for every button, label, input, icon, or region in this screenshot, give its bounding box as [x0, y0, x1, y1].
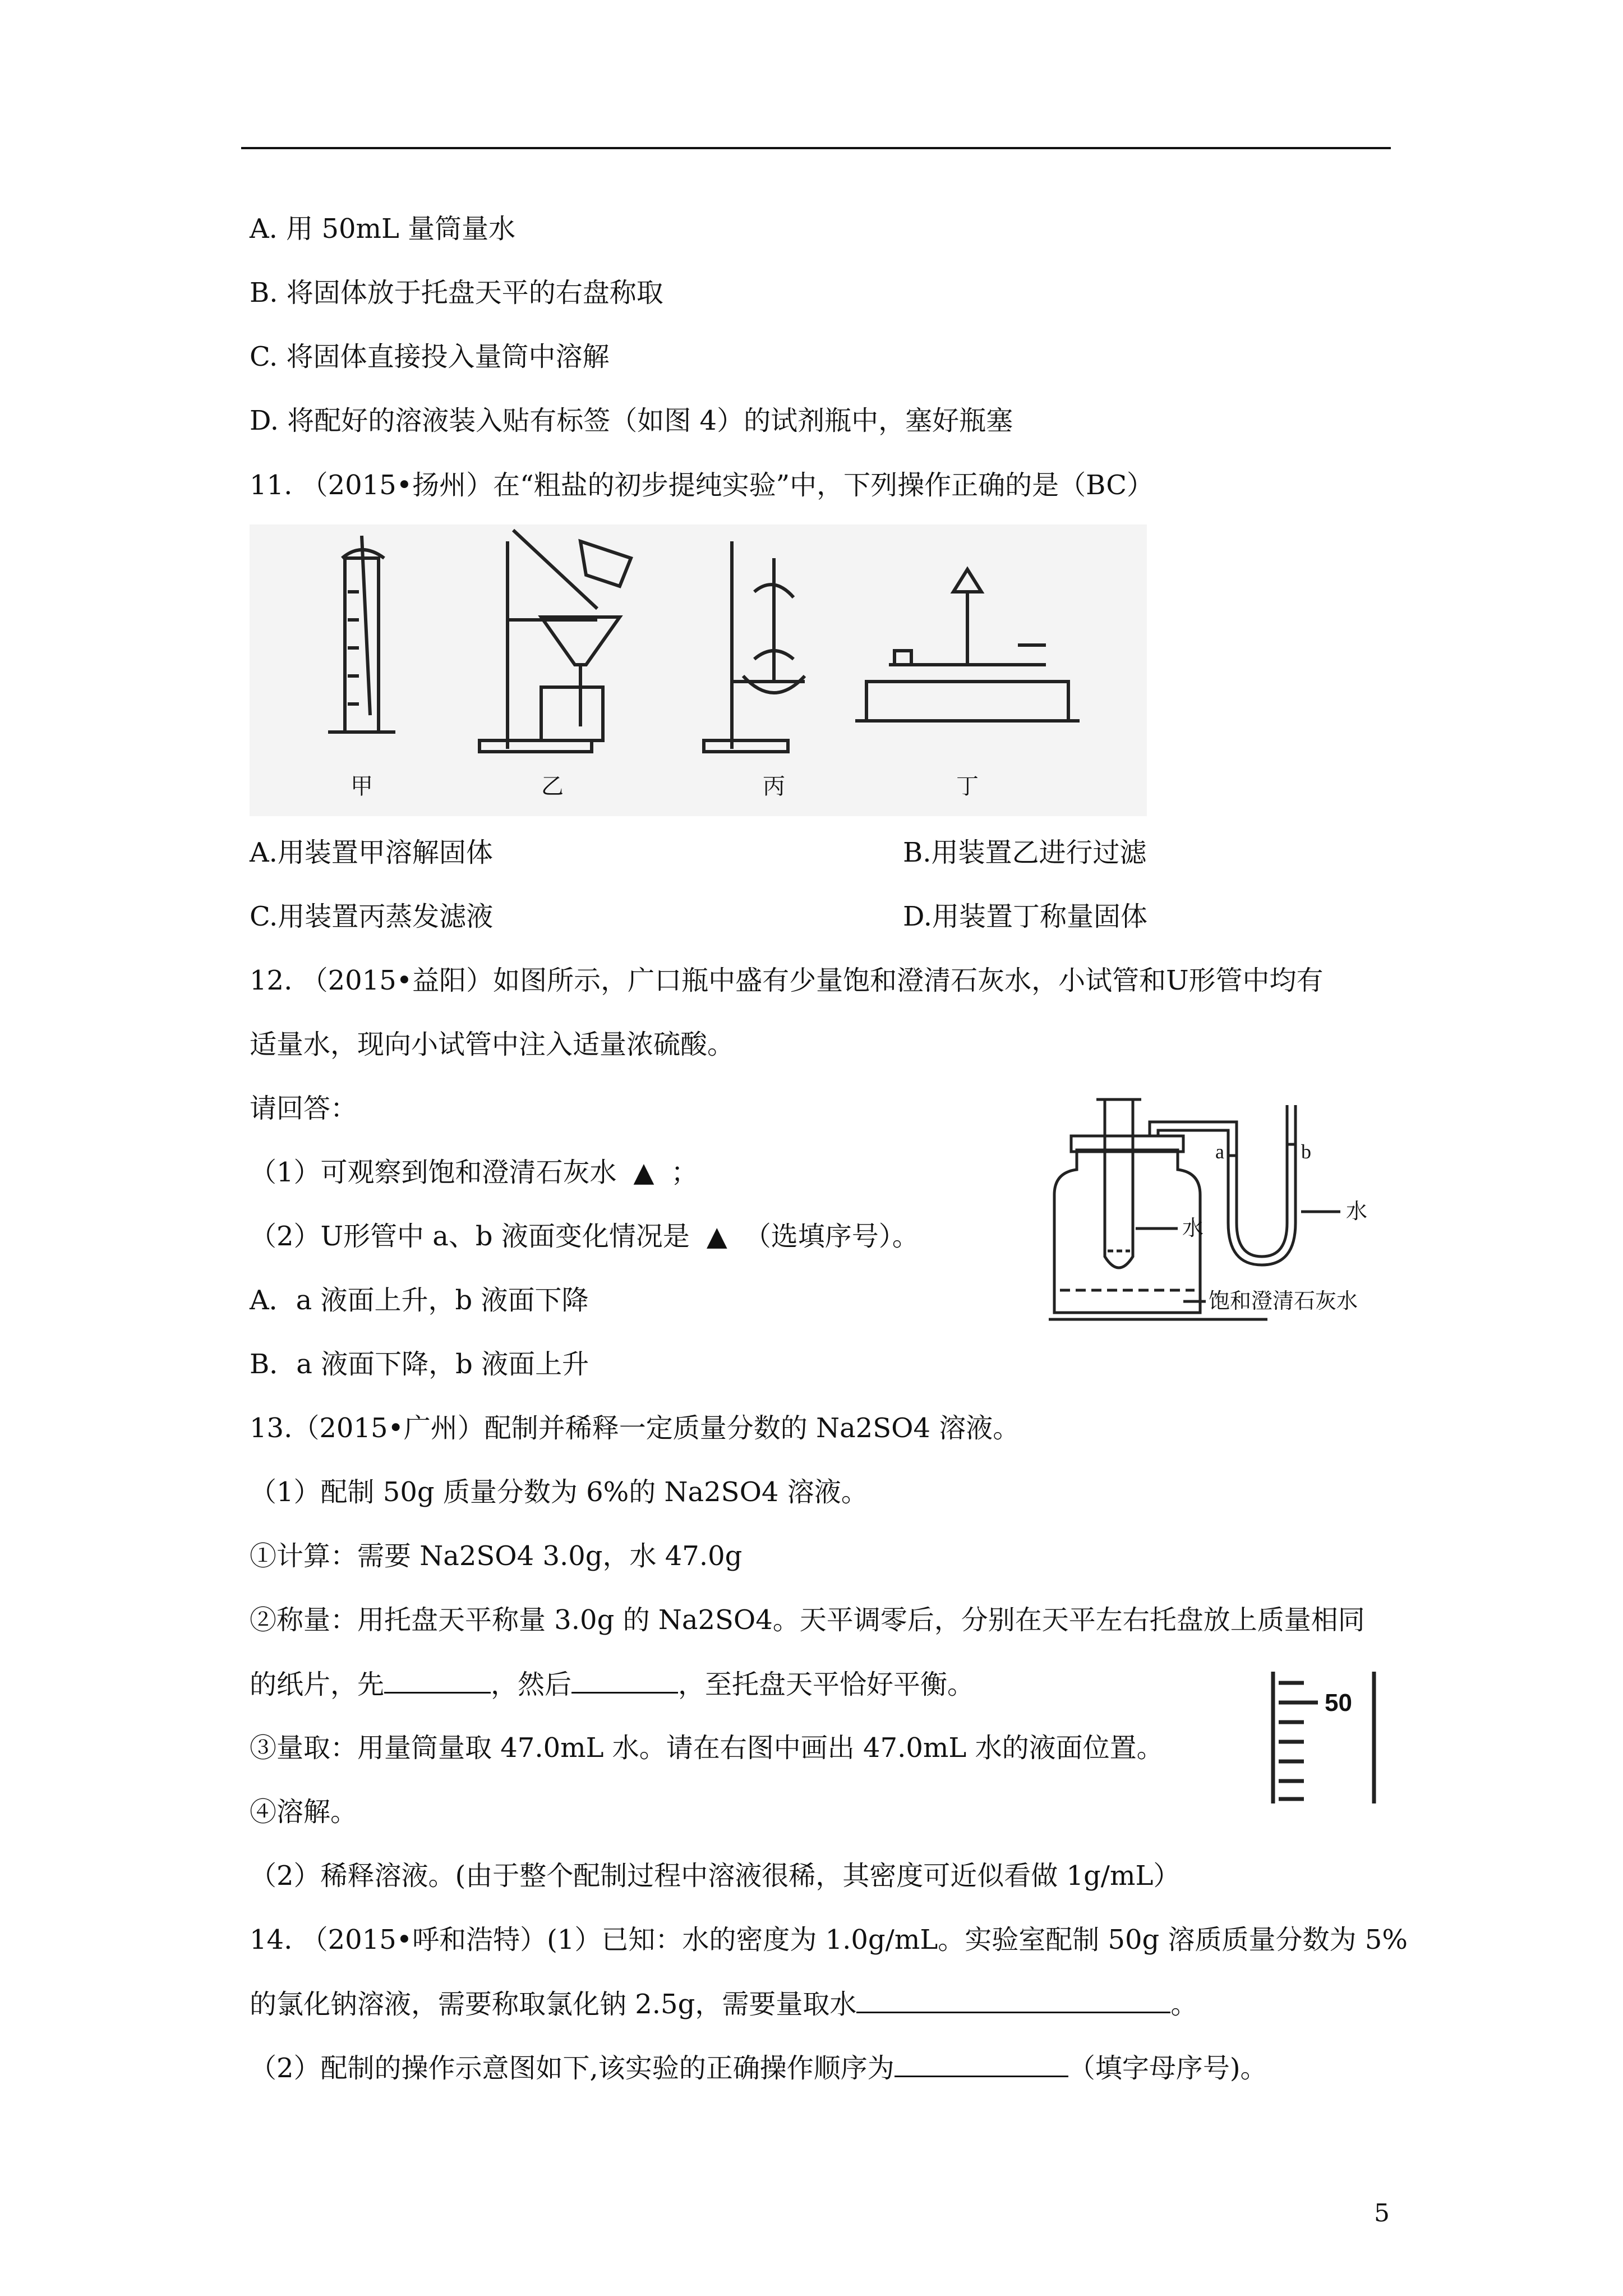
q13-part2: （2）稀释溶液。(由于整个配制过程中溶液很稀，其密度可近似看做 1g/mL）: [250, 1860, 1181, 1892]
measuring-cylinder-figure[interactable]: [1262, 1669, 1391, 1806]
q12-option-b: B．a 液面下降，b 液面上升: [250, 1349, 589, 1380]
u-tube-label-a: a: [1215, 1140, 1224, 1163]
q13-step2-text-c: ，至托盘天平恰好平衡。: [678, 1669, 975, 1700]
answer-blank-then[interactable]: [571, 1667, 678, 1694]
q12-part2-prefix: （2）U形管中 a、b 液面变化情况是: [250, 1221, 690, 1252]
q12-part2-suffix: （选填序号）。: [744, 1221, 919, 1252]
q12-part2: [250, 1220, 919, 1253]
q12-option-a: A．a 液面上升，b 液面下降: [250, 1285, 589, 1316]
answer-marker: ▲: [706, 1221, 727, 1252]
q12-stem-line2: 适量水，现向小试管中注入适量浓硫酸。: [250, 1029, 735, 1060]
q11-stem: 11. （2015•扬州）在“粗盐的初步提纯实验”中，下列操作正确的是（BC）: [250, 470, 1154, 501]
q10-option-b: B. 将固体放于托盘天平的右盘称取: [250, 277, 663, 309]
q12-prompt: 请回答：: [250, 1093, 358, 1124]
answer-blank-first[interactable]: [384, 1667, 491, 1694]
header-rule: [241, 147, 1391, 149]
q12-stem-line1: 12. （2015•益阳）如图所示，广口瓶中盛有少量饱和澄清石灰水，小试管和U形管中均有: [250, 965, 1324, 996]
q14-part2-text-b: （填字母序号)。: [1068, 2053, 1267, 2084]
q13-step2-line1: ②称量：用托盘天平称量 3.0g 的 Na2SO4。天平调零后，分别在天平左右托盘放上质量相同: [250, 1604, 1365, 1636]
q13-step2-line2: [250, 1667, 974, 1701]
q12-part1-suffix: ；: [671, 1157, 698, 1188]
q10-option-d: D. 将配好的溶液装入贴有标签（如图 4）的试剂瓶中，塞好瓶塞: [250, 405, 1013, 436]
q13-step2-text-a: 的纸片，先: [250, 1669, 385, 1700]
q13-part1: （1）配制 50g 质量分数为 6%的 Na2SO4 溶液。: [250, 1476, 868, 1508]
q13-stem: 13.（2015•广州）配制并稀释一定质量分数的 Na2SO4 溶液。: [250, 1412, 1020, 1444]
q11-option-b: B.用装置乙进行过滤: [903, 837, 1147, 868]
q10-option-a: A. 用 50mL 量筒量水: [250, 213, 516, 245]
q11-apparatus-figure: [250, 524, 1147, 816]
answer-blank-order[interactable]: [895, 2051, 1068, 2077]
limewater-label: 饱和澄清石灰水: [1209, 1290, 1358, 1313]
q11-option-d: D.用装置丁称量固体: [903, 901, 1148, 932]
q12-part1: [250, 1156, 698, 1189]
q14-stem-text-a: 的氯化钠溶液，需要称取氯化钠 2.5g，需要量取水: [250, 1989, 857, 2020]
page-number: 5: [1374, 2199, 1390, 2228]
q14-stem-text-b: 。: [1170, 1989, 1198, 2020]
figure-label-jia: 甲: [351, 774, 373, 799]
q11-option-c: C.用装置丙蒸发滤液: [250, 901, 494, 932]
q13-step2-text-b: ，然后: [491, 1669, 572, 1700]
q14-part2-text-a: （2）配制的操作示意图如下,该实验的正确操作顺序为: [250, 2053, 895, 2084]
u-tube-label-b: b: [1301, 1140, 1311, 1163]
cylinder-scale-label: 50: [1325, 1689, 1352, 1717]
u-tube-water-label: 水: [1346, 1200, 1368, 1223]
q13-step4: ④溶解。: [250, 1796, 358, 1828]
figure-label-bing: 丙: [763, 774, 785, 799]
q12-bottle-figure: [1038, 1088, 1402, 1335]
answer-blank-water-volume[interactable]: [856, 1987, 1170, 2013]
q14-stem-line2: [250, 1987, 1197, 2021]
q14-part2: [250, 2051, 1267, 2085]
q11-option-a: A.用装置甲溶解固体: [250, 837, 493, 868]
q10-option-c: C. 将固体直接投入量筒中溶解: [250, 341, 610, 372]
test-tube-water-label: 水: [1182, 1217, 1204, 1240]
figure-label-ding: 丁: [956, 774, 979, 799]
q14-stem-line1: 14. （2015•呼和浩特）(1）已知：水的密度为 1.0g/mL。实验室配制 50g 溶质质量分数为 5%: [250, 1924, 1408, 1955]
q13-step3: ③量取：用量筒量取 47.0mL 水。请在右图中画出 47.0mL 水的液面位置。: [250, 1732, 1164, 1764]
answer-marker: ▲: [633, 1157, 654, 1188]
q12-part1-prefix: （1）可观察到饱和澄清石灰水: [250, 1157, 617, 1188]
q13-step1: ①计算：需要 Na2SO4 3.0g，水 47.0g: [250, 1540, 743, 1572]
figure-label-yi: 乙: [541, 774, 564, 799]
